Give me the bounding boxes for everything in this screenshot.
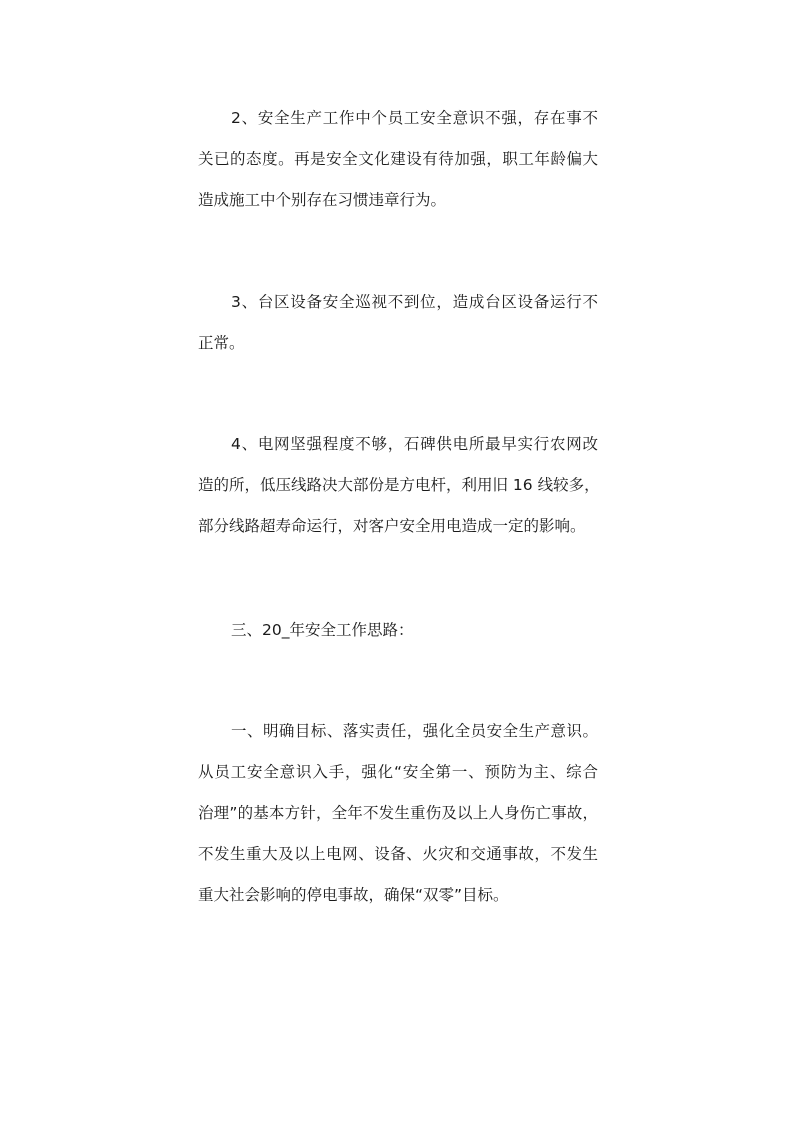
text-line: 造成施工中个别存在习惯违章行为。 bbox=[198, 191, 447, 209]
text-line: 从员工安全意识入手，强化“安全第一、预防为主、综合 bbox=[198, 763, 598, 781]
text-line: 治理”的基本方针，全年不发生重伤及以上人身伤亡事故， bbox=[198, 804, 598, 822]
text-line: 2、安全生产工作中个员工安全意识不强，存在事不 bbox=[231, 109, 598, 127]
paragraph-issue-4 bbox=[198, 424, 598, 547]
text-line: 3、台区设备安全巡视不到位，造成台区设备运行不 bbox=[231, 293, 598, 311]
text-line: 4、电网坚强程度不够，石碑供电所最早实行农网改 bbox=[231, 435, 598, 453]
text-line: 重大社会影响的停电事故，确保“双零”目标。 bbox=[198, 886, 509, 904]
paragraph-goal-1 bbox=[198, 711, 598, 916]
text-line: 不发生重大及以上电网、设备、火灾和交通事故，不发生 bbox=[198, 845, 598, 863]
text-line: 正常。 bbox=[198, 334, 245, 352]
text-line: 造的所，低压线路决大部份是方电杆，利用旧 16 线较多， bbox=[198, 476, 600, 494]
text-line: 部分线路超寿命运行，对客户安全用电造成一定的影响。 bbox=[198, 517, 586, 535]
heading-line: 三、20_年安全工作思路： bbox=[231, 621, 414, 639]
paragraph-issue-2 bbox=[198, 98, 598, 221]
text-line: 关已的态度。再是安全文化建设有待加强，职工年龄偏大 bbox=[198, 150, 598, 168]
text-line: 一、明确目标、落实责任，强化全员安全生产意识。 bbox=[231, 722, 598, 740]
section-heading bbox=[198, 610, 598, 651]
paragraph-issue-3 bbox=[198, 282, 598, 364]
